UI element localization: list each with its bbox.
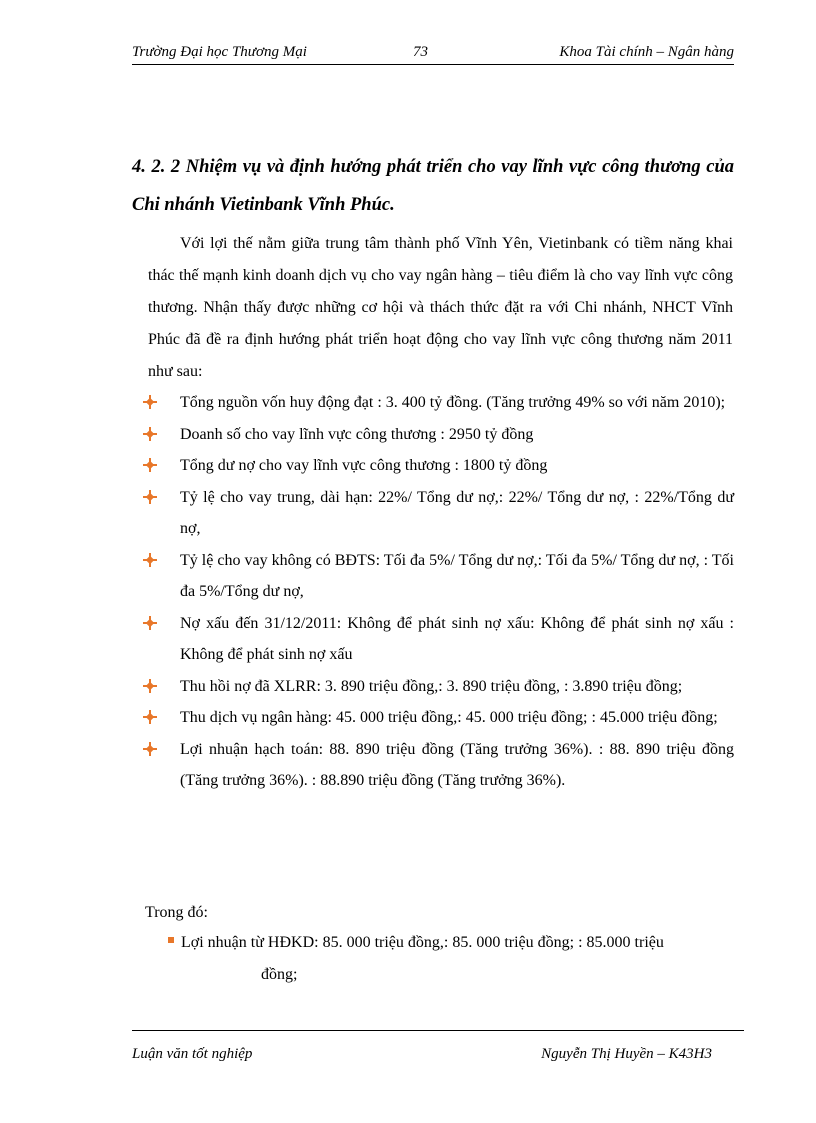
orange-star-bullet-icon bbox=[143, 710, 157, 724]
list-item-text: Thu hồi nợ đã XLRR: 3. 890 triệu đồng,: 3. 890 triệu đồng, : 3.890 triệu đồng; bbox=[180, 677, 683, 695]
header-page-number: 73 bbox=[413, 44, 428, 60]
list-item-text: Doanh số cho vay lĩnh vực công thương : 2950 tỷ đồng bbox=[180, 425, 534, 443]
header-divider bbox=[132, 64, 734, 65]
orange-star-bullet-icon bbox=[143, 427, 157, 441]
list-item-text: Thu dịch vụ ngân hàng: 45. 000 triệu đồng,: 45. 000 triệu đồng; : 45.000 triệu đồng; bbox=[180, 709, 718, 726]
footer-author: Nguyễn Thị Huyền – K43H3 bbox=[541, 1046, 712, 1062]
orange-star-bullet-icon bbox=[143, 742, 157, 756]
list-item bbox=[140, 545, 734, 608]
target-list bbox=[140, 387, 734, 797]
sub-item-line2: đồng; bbox=[261, 966, 298, 983]
list-item bbox=[140, 671, 734, 703]
intro-paragraph: Với lợi thế nằm giữa trung tâm thành phố Vĩnh Yên, Vietinbank có tiềm năng khai thác thế mạnh kinh doanh dịch vụ cho vay ngân hàng – tiêu điểm là cho vay lĩnh vực công thương. Nhận thấy được những cơ hội và thách thức đặt ra với Chi nhánh, NHCT Vĩnh Phúc đã đề ra định hướng phát triển hoạt động cho vay lĩnh vực công thương năm 2011 như sau: bbox=[148, 235, 733, 380]
footer-document-type: Luận văn tốt nghiệp bbox=[132, 1046, 253, 1062]
list-item-text: Tỷ lệ cho vay không có BĐTS: Tối đa 5%/ Tổng dư nợ,: Tối đa 5%/ Tổng dư nợ, : Tối đa 5%/Tổng dư nợ, bbox=[180, 551, 734, 600]
header-school: Trường Đại học Thương Mại bbox=[132, 44, 307, 60]
footer-divider bbox=[132, 1030, 744, 1031]
list-item bbox=[140, 450, 734, 482]
sub-item-line1: Lợi nhuận từ HĐKD: 85. 000 triệu đồng,: 85. 000 triệu đồng; : 85.000 triệu bbox=[181, 934, 664, 951]
orange-star-bullet-icon bbox=[143, 616, 157, 630]
orange-star-bullet-icon bbox=[143, 490, 157, 504]
orange-square-bullet-icon bbox=[168, 937, 174, 943]
list-item bbox=[140, 482, 734, 545]
page-header bbox=[132, 40, 734, 64]
list-item-text: Tổng dư nợ cho vay lĩnh vực công thương : 1800 tỷ đồng bbox=[180, 457, 548, 474]
header-faculty: Khoa Tài chính – Ngân hàng bbox=[559, 44, 734, 60]
sub-list-item bbox=[168, 927, 734, 991]
list-item-text: Lợi nhuận hạch toán: 88. 890 triệu đồng (Tăng trưởng 36%). : 88. 890 triệu đồng (Tăng trưởng 36%). : 88.890 triệu đồng (Tăng trưởng 36%). bbox=[180, 740, 734, 789]
list-item-text: Tổng nguồn vốn huy động đạt : 3. 400 tỷ đồng. (Tăng trưởng 49% so với năm 2010); bbox=[180, 394, 726, 411]
orange-star-bullet-icon bbox=[143, 395, 157, 409]
list-item bbox=[140, 387, 734, 419]
orange-star-bullet-icon bbox=[143, 458, 157, 472]
list-item-text: Nợ xấu đến 31/12/2011: Không để phát sinh nợ xấu: Không để phát sinh nợ xấu : Không để phát sinh nợ xấu bbox=[180, 614, 734, 663]
list-item bbox=[140, 702, 734, 734]
list-item bbox=[140, 608, 734, 671]
list-item bbox=[140, 734, 734, 797]
orange-star-bullet-icon bbox=[143, 679, 157, 693]
list-item-text: Tỷ lệ cho vay trung, dài hạn: 22%/ Tổng dư nợ,: 22%/ Tổng dư nợ, : 22%/Tổng dư nợ, bbox=[180, 488, 734, 537]
list-item bbox=[140, 419, 734, 451]
orange-star-bullet-icon bbox=[143, 553, 157, 567]
section-title: 4. 2. 2 Nhiệm vụ và định hướng phát triển cho vay lĩnh vực công thương của Chi nhánh Vietinbank Vĩnh Phúc. bbox=[132, 157, 734, 215]
trong-do-label: Trong đó: bbox=[145, 904, 208, 921]
